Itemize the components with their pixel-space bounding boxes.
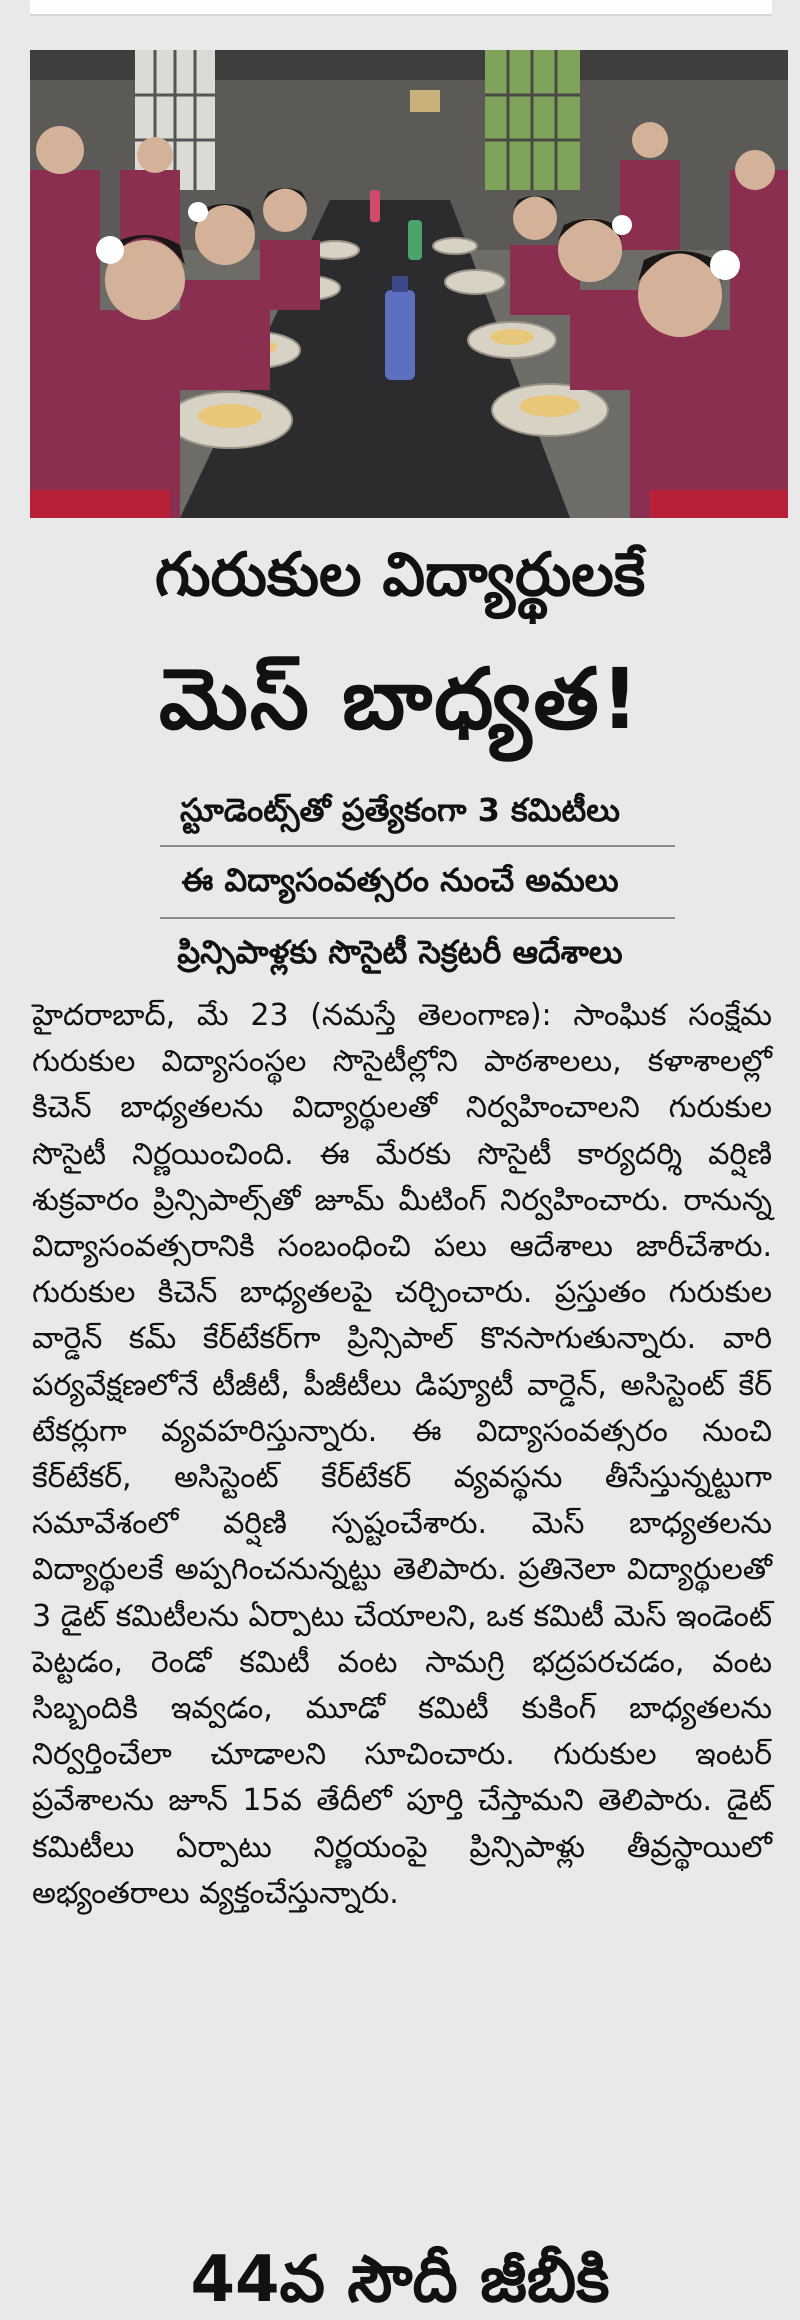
headline-line-2: మెస్ బాధ్యత!: [159, 650, 641, 748]
next-article-headline: 44వ సౌదీ జీబీకి: [190, 2243, 610, 2317]
students-dining-photo: [30, 50, 788, 518]
article-body: హైదరాబాద్, మే 23 (నమస్తే తెలంగాణ): సాంఘిక సంక్షేమ గురుకుల విద్యాసంస్థల సొసైటీల్లోని పాఠశాలలు, కళాశాలల్లో కిచెన్ బాధ్యతలను విద్యార్థులతో నిర్వహించాలని గురుకుల సొసైటీ నిర్ణయించింది. ఈ మేరకు సొసైటీ కార్యదర్శి వర్షిణి శుక్రవారం ప్రిన్సిపాల్స్‌తో జూమ్ మీటింగ్ నిర్వహించారు. రానున్న విద్యాసంవత్సరానికి సంబంధించి పలు ఆదేశాలు జారీచేశారు. గురుకుల కిచెన్ బాధ్యతలపై చర్చించారు. ప్రస్తుతం గురుకుల వార్డెన్ కమ్ కేర్‌టేకర్‌గా ప్రిన్సిపాల్ కొనసాగుతున్నారు. వారి పర్యవేక్షణలోనే టీజీటీ, పీజీటీలు డిప్యూటీ వార్డెన్, అసిస్టెంట్ కేర్ టేకర్లుగా వ్యవహరిస్తున్నారు. ఈ విద్యాసంవత్సరం నుంచి కేర్‌టేకర్, అసిస్టెంట్ కేర్‌టేకర్ వ్యవస్థను తీసేస్తున్నట్టుగా సమావేశంలో వర్షిణి స్పష్టంచేశారు. మెస్ బాధ్యతలను విద్యార్థులకే అప్పగించనున్నట్టు తెలిపారు. ప్రతినెలా విద్యార్థులతో 3 డైట్ కమిటీలను ఏర్పాటు చేయాలని, ఒక కమిటీ మెస్ ఇండెంట్ పెట్టడం, రెండో కమిటీ వంట సామగ్రి భద్రపరచడం, వంట సిబ్బందికి ఇవ్వడం, మూడో కమిటీ కుకింగ్ బాధ్యతలను నిర్వర్తించేలా చూడాలని సూచించారు. గురుకుల ఇంటర్ ప్రవేశాలను జూన్ 15వ తేదీలో పూర్తి చేస్తామని తెలిపారు. డైట్ కమిటీలు ఏర్పాటు నిర్ణయంపై ప్రిన్సిపాళ్లు తీవ్రస్థాయిలో అభ్యంతరాలు వ్యక్తంచేస్తున్నారు.: [32, 998, 772, 1911]
article-photo: [30, 50, 788, 518]
previous-article-edge: [30, 0, 772, 16]
headline-line-1: గురుకుల విద్యార్థులకే: [154, 540, 646, 610]
subhead-divider: [160, 917, 675, 919]
subhead-1: స్టూడెంట్స్‌తో ప్రత్యేకంగా 3 కమిటీలు: [179, 791, 621, 829]
subhead-2: ఈ విద్యాసంవత్సరం నుంచే అమలు: [181, 861, 619, 899]
subhead-3: ప్రిన్సిపాళ్లకు సొసైటీ సెక్రటరీ ఆదేశాలు: [177, 933, 623, 971]
subhead-divider: [160, 845, 675, 847]
